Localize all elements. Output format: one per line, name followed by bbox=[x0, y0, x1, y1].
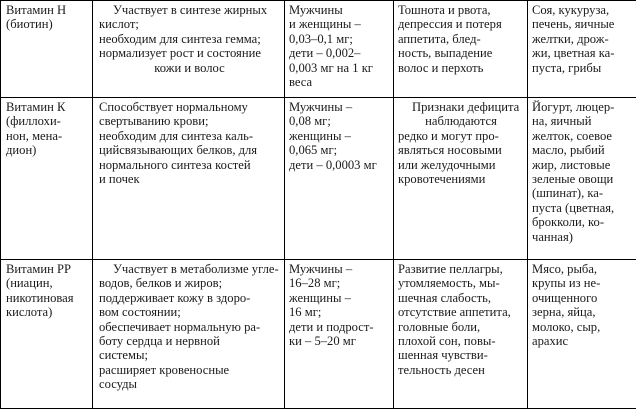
cell-line: или желудочными bbox=[398, 158, 524, 172]
cell-line: 16–28 мг; bbox=[289, 276, 390, 290]
cell-line: 0,08 мг; bbox=[289, 114, 390, 128]
cell-line: Участвует в метаболизме угле- bbox=[99, 262, 280, 276]
cell-line: брокколи, ко- bbox=[532, 215, 633, 229]
sources-cell bbox=[528, 260, 636, 409]
deficiency-cell bbox=[394, 98, 528, 260]
table-row-vitamin-k bbox=[1, 98, 636, 260]
cell-line: утомляемость, мы- bbox=[398, 276, 524, 290]
cell-line: очищенного bbox=[532, 291, 633, 305]
cell-line: тельность десен bbox=[398, 363, 524, 377]
cell-line: дети – 0,0003 мг bbox=[289, 158, 390, 172]
cell-line: Витамин Н bbox=[6, 3, 89, 17]
cell-line: плохой сон, повы- bbox=[398, 334, 524, 348]
cell-line: цийсвязывающих белков, для bbox=[99, 143, 280, 157]
cell-line: наблюдаются bbox=[398, 114, 524, 128]
cell-line: (филлохи- bbox=[6, 114, 89, 128]
cell-line: зеленые овощи bbox=[532, 172, 633, 186]
cell-line: женщины – bbox=[289, 129, 390, 143]
cell-line: являться носовыми bbox=[398, 143, 524, 157]
cell-line: кровотечениями bbox=[398, 172, 524, 186]
cell-line: на, яичный bbox=[532, 114, 633, 128]
cell-line: никотиновая bbox=[6, 291, 89, 305]
cell-line: ность, выпадение bbox=[398, 46, 524, 60]
daily-dose-cell bbox=[285, 1, 394, 98]
cell-line: нон, мена- bbox=[6, 129, 89, 143]
cell-line: кислота) bbox=[6, 305, 89, 319]
cell-line: головные боли, bbox=[398, 320, 524, 334]
cell-line: волос и перхоть bbox=[398, 61, 524, 75]
sources-cell bbox=[528, 98, 636, 260]
cell-line: Участвует в синтезе жирных bbox=[99, 3, 280, 17]
cell-line: жир, листовые bbox=[532, 158, 633, 172]
deficiency-cell bbox=[394, 1, 528, 98]
cell-line: 0,03–0,1 мг; bbox=[289, 32, 390, 46]
cell-line: Мясо, рыба, bbox=[532, 262, 633, 276]
cell-line: Мужчины – bbox=[289, 262, 390, 276]
cell-line: нормализует рост и состояние bbox=[99, 46, 280, 60]
cell-line: (ниацин, bbox=[6, 276, 89, 290]
function-cell bbox=[93, 260, 285, 409]
cell-line: Витамин РР bbox=[6, 262, 89, 276]
cell-line: масло, рыбий bbox=[532, 143, 633, 157]
cell-line: редко и могут про- bbox=[398, 129, 524, 143]
cell-line: желток, соевое bbox=[532, 129, 633, 143]
cell-line: дети и подрост- bbox=[289, 320, 390, 334]
cell-line: Соя, кукуруза, bbox=[532, 3, 633, 17]
cell-line: (шпинат), ка- bbox=[532, 186, 633, 200]
cell-line: отсутствие аппетита, bbox=[398, 305, 524, 319]
cell-line: печень, яичные bbox=[532, 17, 633, 31]
cell-line: сосуды bbox=[99, 377, 280, 391]
daily-dose-cell bbox=[285, 260, 394, 409]
cell-line: 16 мг; bbox=[289, 305, 390, 319]
cell-line: веса bbox=[289, 75, 390, 89]
cell-line: Мужчины bbox=[289, 3, 390, 17]
cell-line: нормального синтеза костей bbox=[99, 158, 280, 172]
cell-line: жи, цветная ка- bbox=[532, 46, 633, 60]
cell-line: пуста (цветная, bbox=[532, 201, 633, 215]
cell-line: шенная чувстви- bbox=[398, 348, 524, 362]
cell-line: Мужчины – bbox=[289, 100, 390, 114]
cell-line: необходим для синтеза каль- bbox=[99, 129, 280, 143]
cell-line: молоко, сыр, bbox=[532, 320, 633, 334]
vitamin-name-cell bbox=[1, 260, 93, 409]
cell-line: чанная) bbox=[532, 230, 633, 244]
cell-line: Способствует нормальному bbox=[99, 100, 280, 114]
deficiency-cell bbox=[394, 260, 528, 409]
cell-line: Тошнота и рвота, bbox=[398, 3, 524, 17]
cell-line: водов, белков и жиров; bbox=[99, 276, 280, 290]
cell-line: женщины – bbox=[289, 291, 390, 305]
cell-line: желтки, дрож- bbox=[532, 32, 633, 46]
cell-line: Витамин К bbox=[6, 100, 89, 114]
cell-line: арахис bbox=[532, 334, 633, 348]
cell-line: расширяет кровеносные bbox=[99, 363, 280, 377]
cell-line: 0,065 мг; bbox=[289, 143, 390, 157]
cell-line: Признаки дефицита bbox=[398, 100, 524, 114]
cell-line: пуста, грибы bbox=[532, 61, 633, 75]
cell-line: кислот; bbox=[99, 17, 280, 31]
cell-line: боту сердца и нервной bbox=[99, 334, 280, 348]
cell-line: необходим для синтеза гемма; bbox=[99, 32, 280, 46]
cell-line: и почек bbox=[99, 172, 280, 186]
cell-line: свертыванию крови; bbox=[99, 114, 280, 128]
cell-line: обеспечивает нормальную ра- bbox=[99, 320, 280, 334]
cell-line: 0,003 мг на 1 кг bbox=[289, 61, 390, 75]
cell-line: поддерживает кожу в здоро- bbox=[99, 291, 280, 305]
function-cell bbox=[93, 1, 285, 98]
function-cell bbox=[93, 98, 285, 260]
cell-line: кожи и волос bbox=[99, 61, 280, 75]
vitamin-name-cell bbox=[1, 1, 93, 98]
cell-line: ки – 5–20 мг bbox=[289, 334, 390, 348]
cell-line: Развитие пеллагры, bbox=[398, 262, 524, 276]
cell-line: вом состоянии; bbox=[99, 305, 280, 319]
cell-line: аппетита, блед- bbox=[398, 32, 524, 46]
table-row-vitamin-h bbox=[1, 1, 636, 98]
cell-line: (биотин) bbox=[6, 17, 89, 31]
vitamin-name-cell bbox=[1, 98, 93, 260]
cell-line: дети – 0,002– bbox=[289, 46, 390, 60]
cell-line: Йогурт, люцер- bbox=[532, 100, 633, 114]
cell-line: зерна, яйца, bbox=[532, 305, 633, 319]
table-row-vitamin-pp bbox=[1, 260, 636, 409]
cell-line: депрессия и потеря bbox=[398, 17, 524, 31]
cell-line: шечная слабость, bbox=[398, 291, 524, 305]
cell-line: крупы из не- bbox=[532, 276, 633, 290]
sources-cell bbox=[528, 1, 636, 98]
daily-dose-cell bbox=[285, 98, 394, 260]
cell-line: дион) bbox=[6, 143, 89, 157]
cell-line: системы; bbox=[99, 348, 280, 362]
cell-line: и женщины – bbox=[289, 17, 390, 31]
